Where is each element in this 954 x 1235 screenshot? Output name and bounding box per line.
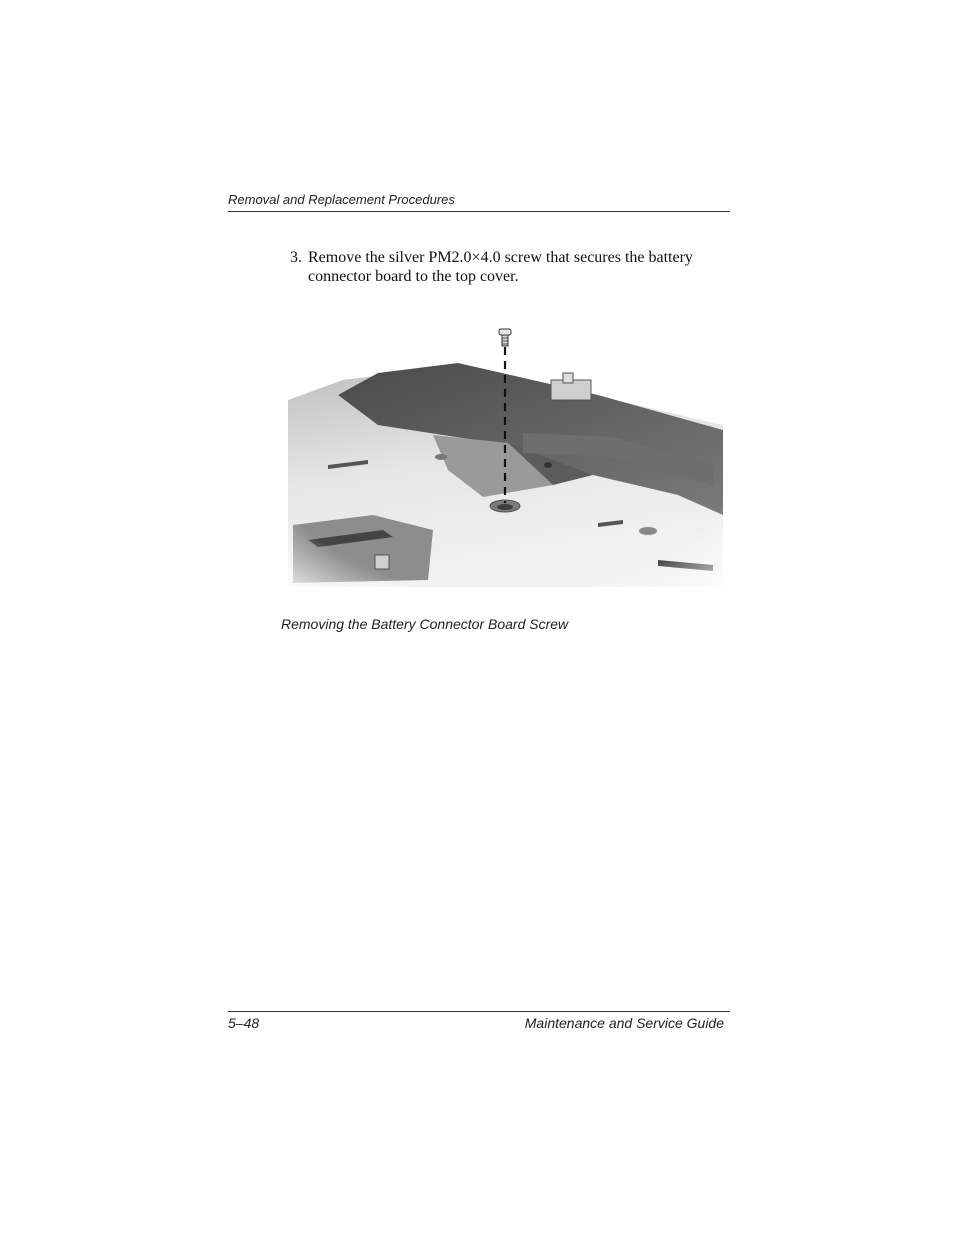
- running-header: Removal and Replacement Procedures: [228, 192, 455, 207]
- procedure-step: [290, 248, 730, 286]
- figure-caption: Removing the Battery Connector Board Screw: [281, 616, 569, 632]
- footer-rule: [228, 1011, 730, 1012]
- page-number: 5–48: [228, 1015, 260, 1031]
- step-number: 3.: [290, 249, 302, 266]
- figure-illustration: [283, 325, 725, 587]
- battery-connector-board-illustration: [283, 325, 725, 587]
- step-text: Remove the silver PM2.0×4.0 screw that secures the battery connector board to the top cover.: [308, 249, 693, 285]
- header-rule: [228, 211, 730, 212]
- guide-title: Maintenance and Service Guide: [524, 1015, 724, 1031]
